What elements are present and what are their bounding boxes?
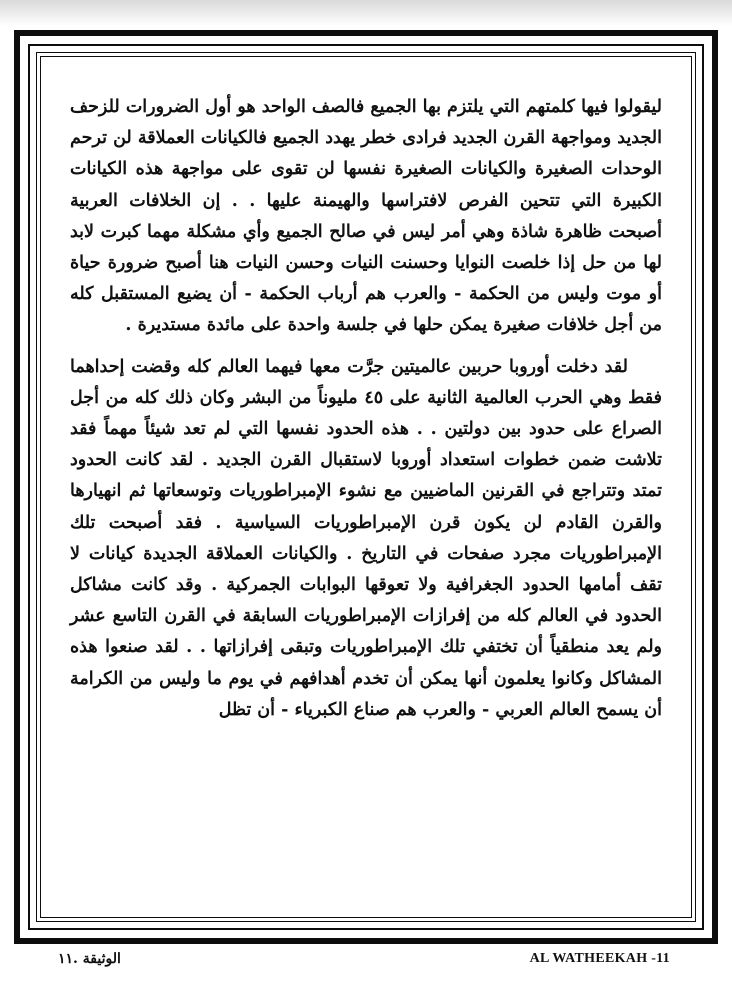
scan-top-shadow (0, 0, 732, 26)
footer-arabic-page-label: الوثيقة .١١ (58, 951, 121, 967)
footer-latin-page-label: AL WATHEEKAH -11 (529, 951, 670, 966)
article-body (70, 92, 662, 726)
article-paragraph-1: ليقولوا فيها كلمتهم التي يلتزم بها الجميع فالصف الواحد هو أول الضرورات للزحف الجديد ومواجهة القرن الجديد فرادى خطر يهدد الجميع فالكيانات العملاقة لن ترحم الوحدات الصغيرة والكيانات الصغيرة نفسها لن تقوى على مواجهة هذه الكيانات الكبيرة التي تتحين الفرص لافتراسها والهيمنة عليها . . إن الخلافات العربية أصبحت ظاهرة شاذة وهي أمر ليس في صالح الجميع وأي مشكلة مهما كبرت لابد لها من حل إذا خلصت النوايا وحسنت النيات وحسن النيات هنا أصبح ضرورة حياة أو موت وليس من الحكمة - والعرب هم أرباب الحكمة - أن يضيع المستقبل كله من أجل خلافات صغيرة يمكن حلها في جلسة واحدة على مائدة مستديرة . (70, 97, 662, 336)
article-paragraph-2: لقد دخلت أوروبا حربين عالميتين جرَّت معها فيهما العالم كله وقضت إحداهما فقط وهي الحرب العالمية الثانية على ٤٥ مليوناً من البشر وكان ذلك كله من أجل الصراع على حدود بين دولتين . . هذه الحدود نفسها التي لم تعد شيئاً مهماً فقد تلاشت ضمن خطوات استعداد أوروبا لاستقبال القرن الجديد . لقد كانت الحدود تمتد وتتراجع في القرنين الماضيين مع نشوء الإمبراطوريات وتوسعاتها ثم انهيارها والقرن القادم لن يكون قرن الإمبراطوريات السياسية . فقد أصبحت تلك الإمبراطوريات مجرد صفحات في التاريخ . والكيانات العملاقة الجديدة كيانات لا تقف أمامها الحدود الجغرافية ولا تعوقها البوابات الجمركية . وقد كانت مشاكل الحدود في العالم كله من إفرازات الإمبراطوريات السابقة في القرن التاسع عشر ولم يعد منطقياً أن تختفي تلك الإمبراطوريات وتبقى إفرازاتها . . لقد صنعوا هذه المشاكل وكانوا يعلمون أنها يمكن أن تخدم أهدافهم في يوم ما وليس من الكرامة أن يسمح العالم العربي - والعرب هم صناع الكبرياء - أن تظل (70, 356, 663, 720)
